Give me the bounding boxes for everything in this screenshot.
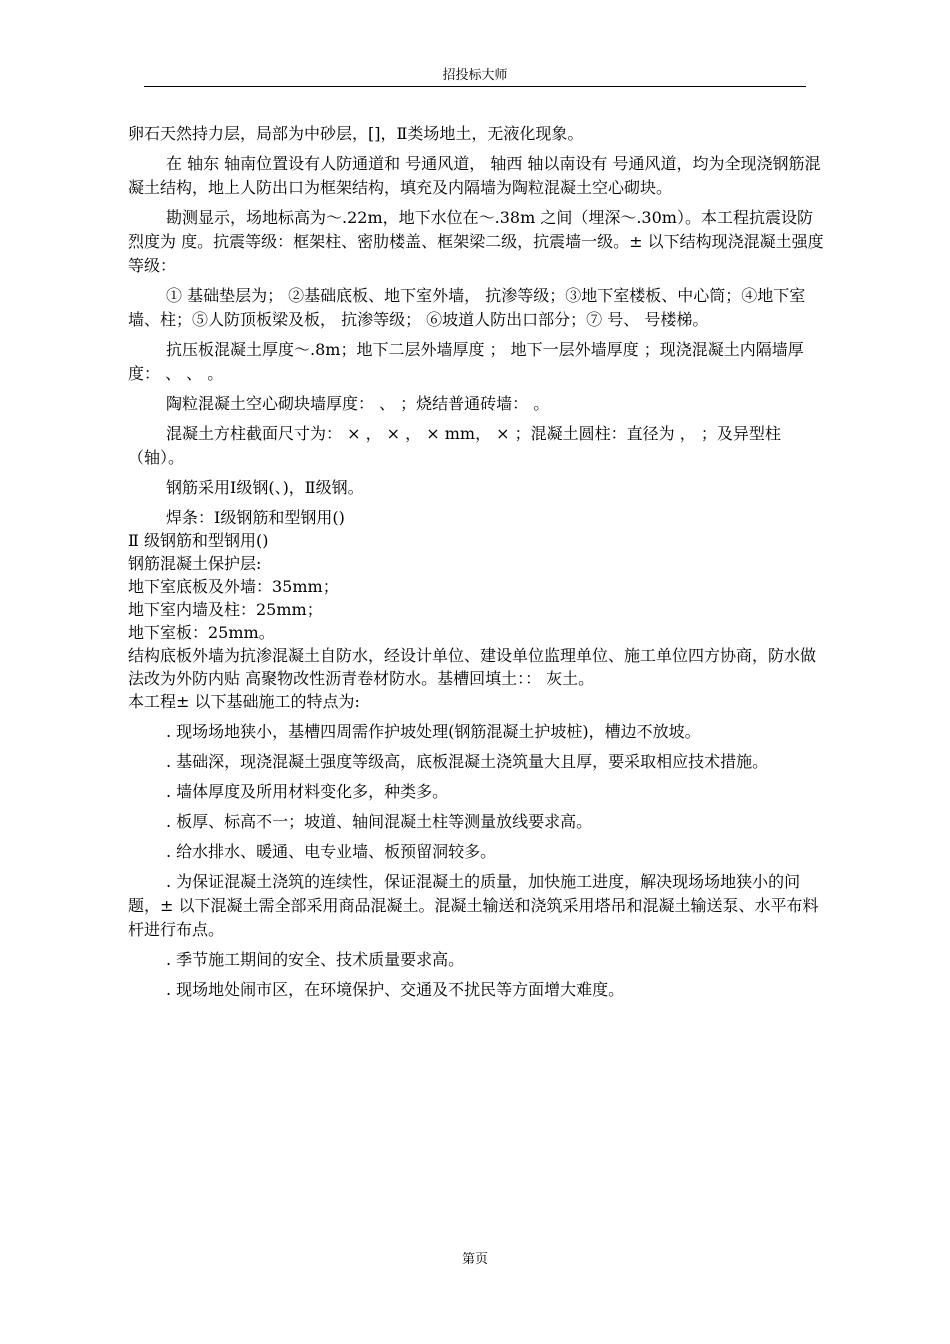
paragraph: 地下室内墙及柱：25mm； [128,600,323,619]
paragraph: 混凝土方柱截面尺寸为： × ， × ， × mm， × ；混凝土圆柱：直径为 ， ；及异型柱（轴）。 [128,424,781,467]
document-body [128,122,828,1008]
paragraph: 卵石天然持力层，局部为中砂层，[]，Ⅱ类场地土，无液化现象。 [128,124,584,143]
list-item: . 季节施工期间的安全、技术质量要求高。 [166,950,465,969]
paragraph: 在 轴东 轴南位置设有人防通道和 号通风道， 轴西 轴以南设有 号通风道，均为全现浇钢筋混凝土结构，地上人防出口为框架结构，填充及内隔墙为陶粒混凝土空心砌块。 [128,154,821,197]
paragraph: 抗压板混凝土厚度～.8m；地下二层外墙厚度 ； 地下一层外墙厚度 ；现浇混凝土内隔墙厚度： 、 、 。 [128,340,804,383]
paragraph: 钢筋采用Ⅰ级钢(、)，Ⅱ级钢。 [166,478,364,497]
paragraph: 勘测显示，场地标高为～.22m，地下水位在～.38m 之间（埋深～.30m）。本工程抗震设防烈度为 度。抗震等级：框架柱、密肋楼盖、框架梁二级，抗震墙一级。± 以下结构现浇混凝土强度等级： [128,208,824,275]
list-item: . 现场地处闹市区，在环境保护、交通及不扰民等方面增大难度。 [166,980,625,999]
list-item: . 给水排水、暖通、电专业墙、板预留洞较多。 [166,842,497,861]
paragraph: 本工程± 以下基础施工的特点为: [128,692,360,711]
header-rule [144,86,806,87]
paragraph: 钢筋混凝土保护层: [128,554,262,573]
paragraph: 地下室底板及外墙：35mm； [128,577,339,596]
page-footer: 第页 [461,1252,488,1267]
paragraph: ① 基础垫层为； ②基础底板、地下室外墙， 抗渗等级；③地下室楼板、中心筒；④地下室墙、柱；⑤人防顶板梁及板， 抗渗等级； ⑥坡道人防出口部分；⑦ 号、 号楼梯。 [128,286,806,329]
paragraph: 陶粒混凝土空心砌块墙厚度： 、 ；烧结普通砖墙： 。 [166,394,550,413]
list-item: . 基础深，现浇混凝土强度等级高，底板混凝土浇筑量大且厚，要采取相应技术措施。 [166,752,769,771]
page-header: 招投标大师 [442,68,508,83]
paragraph: Ⅱ 级钢筋和型钢用() [128,531,269,550]
paragraph: 结构底板外墙为抗渗混凝土自防水，经设计单位、建设单位监理单位、施工单位四方协商，防水做法改为外防内贴 高聚物改性沥青卷材防水。基槽回填土：： 灰土。 [128,646,817,688]
list-item: . 墙体厚度及所用材料变化多，种类多。 [166,782,449,801]
paragraph: 地下室板：25mm。 [128,623,275,642]
list-item: . 现场场地狭小，基槽四周需作护坡处理(钢筋混凝土护坡桩)，槽边不放坡。 [166,722,701,741]
paragraph: 焊条：Ⅰ级钢筋和型钢用() [166,508,345,527]
list-item: . 板厚、标高不一；坡道、轴间混凝土柱等测量放线要求高。 [166,812,593,831]
list-item: . 为保证混凝土浇筑的连续性，保证混凝土的质量，加快施工进度，解决现场场地狭小的问题，± 以下混凝土需全部采用商品混凝土。混凝土输送和浇筑采用塔吊和混凝土输送泵、水平布料杆进行布点。 [128,872,819,939]
